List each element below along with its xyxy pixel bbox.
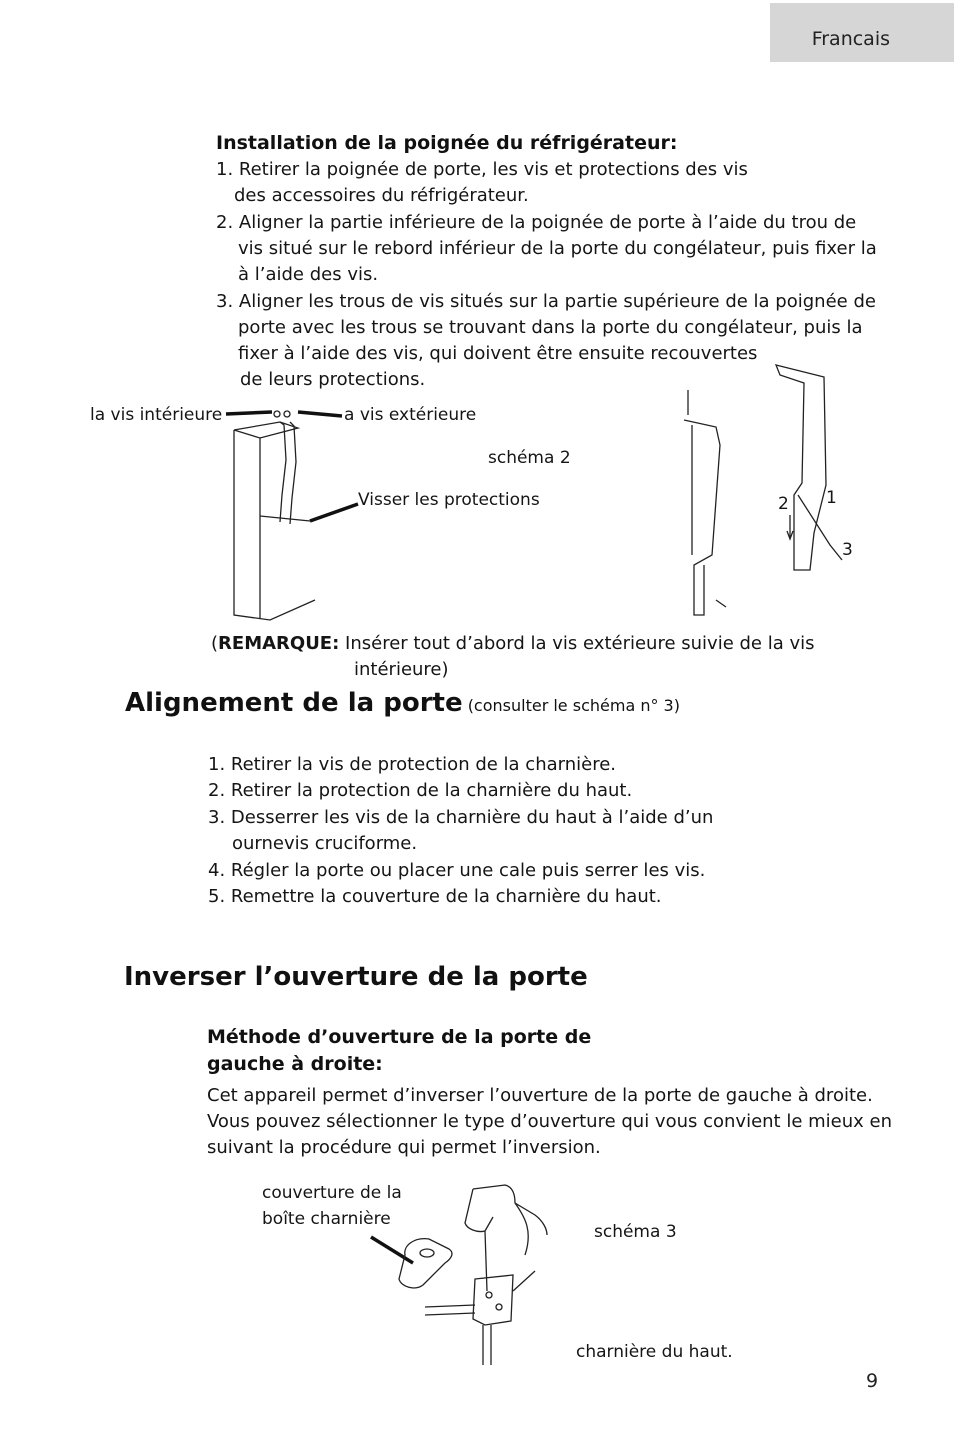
handle-detail-diagram bbox=[680, 365, 880, 605]
hinge-cover-part bbox=[399, 1239, 452, 1288]
handle-back-view bbox=[776, 365, 826, 570]
handle-front-view bbox=[684, 420, 720, 615]
alignment-step-2: 2. Retirer la protection de la charnière du haut. bbox=[208, 780, 633, 801]
handle-step-3-line-3: fixer à l’aide des vis, qui doivent être ensuite recouvertes bbox=[238, 343, 758, 364]
screw-cover-pointer bbox=[310, 504, 358, 521]
cabinet-side-edge bbox=[483, 1325, 491, 1365]
cabinet-top-edge bbox=[425, 1305, 475, 1315]
door-alignment-reference: (consulter le schéma n° 3) bbox=[467, 696, 680, 715]
reverse-body-line-3: suivant la procédure qui permet l’inversion. bbox=[207, 1137, 601, 1158]
language-tab bbox=[770, 3, 954, 62]
outer-screw-pointer bbox=[298, 412, 342, 416]
handle-outline bbox=[280, 422, 296, 524]
alignment-step-5: 5. Remettre la couverture de la charnière du haut. bbox=[208, 886, 662, 907]
label-outer-screw: a vis extérieure bbox=[344, 405, 477, 425]
door-outline bbox=[234, 422, 315, 620]
reverse-subtitle-line-2: gauche à droite: bbox=[207, 1053, 383, 1075]
handle-step-1-line-2: des accessoires du réfrigérateur. bbox=[234, 185, 529, 206]
note-line-1: (REMARQUE: Insérer tout d’abord la vis extérieure suivie de la vis bbox=[211, 633, 815, 654]
alignment-step-3-line-2: ournevis cruciforme. bbox=[232, 833, 418, 854]
note-line-2: intérieure) bbox=[354, 659, 449, 680]
label-screw-covers: Visser les protections bbox=[358, 490, 540, 510]
label-hinge-cover-line-2: boîte charnière bbox=[262, 1209, 391, 1229]
alignment-step-4: 4. Régler la porte ou placer une cale puis serrer les vis. bbox=[208, 860, 706, 881]
diagram-number-3: 3 bbox=[842, 540, 853, 560]
reverse-body-line-2: Vous pouvez sélectionner le type d’ouverture qui vous convient le mieux en bbox=[207, 1111, 893, 1132]
hand-outline bbox=[465, 1185, 547, 1255]
handle-step-3-line-2: porte avec les trous se trouvant dans la porte du congélateur, puis la bbox=[238, 317, 863, 338]
handle-step-2-line-3: à l’aide des vis. bbox=[238, 264, 379, 285]
handle-step-2-line-2: vis situé sur le rebord inférieur de la porte du congélateur, puis fixer la bbox=[238, 238, 877, 259]
label-hinge-cover-line-1: couverture de la bbox=[262, 1183, 402, 1203]
alignment-step-3-line-1: 3. Desserrer les vis de la charnière du haut à l’aide d’un bbox=[208, 807, 714, 828]
label-inner-screw: la vis intérieure bbox=[90, 405, 223, 425]
label-top-hinge: charnière du haut. bbox=[576, 1342, 733, 1362]
door-handle-diagram bbox=[220, 400, 540, 640]
reverse-subtitle-line-1: Méthode d’ouverture de la porte de bbox=[207, 1026, 592, 1048]
hinge-screwdriver-diagram bbox=[365, 1175, 565, 1365]
screwdriver-shaft bbox=[485, 1231, 487, 1291]
handle-step-3-line-1: 3. Aligner les trous de vis situés sur la partie supérieure de la poignée de bbox=[216, 291, 876, 312]
handle-section-title: Installation de la poignée du réfrigérateur: bbox=[216, 132, 678, 154]
alignment-step-1: 1. Retirer la vis de protection de la charnière. bbox=[208, 754, 617, 775]
door-alignment-title: Alignement de la porte bbox=[125, 688, 463, 718]
diagram-number-2: 2 bbox=[778, 494, 789, 514]
handle-step-1-line-1: 1. Retirer la poignée de porte, les vis et protections des vis bbox=[216, 159, 748, 180]
hinge-cover-pointer bbox=[371, 1237, 413, 1263]
page-number: 9 bbox=[866, 1370, 879, 1392]
diagram-number-1: 1 bbox=[826, 488, 837, 508]
handle-step-2-line-1: 2. Aligner la partie inférieure de la poignée de porte à l’aide du trou de bbox=[216, 212, 857, 233]
handle-step-3-line-4: de leurs protections. bbox=[240, 369, 426, 390]
figure-3-caption: schéma 3 bbox=[594, 1222, 677, 1242]
note-label: REMARQUE: bbox=[218, 633, 340, 654]
figure-2-caption: schéma 2 bbox=[488, 448, 571, 468]
hinge-plate bbox=[473, 1275, 513, 1325]
reverse-door-title: Inverser l’ouverture de la porte bbox=[124, 962, 588, 992]
reverse-body-line-1: Cet appareil permet d’inverser l’ouverture de la porte de gauche à droite. bbox=[207, 1085, 873, 1106]
inner-screw-pointer bbox=[226, 412, 272, 414]
door-alignment-heading bbox=[125, 688, 680, 718]
language-label: Francais bbox=[811, 28, 890, 50]
